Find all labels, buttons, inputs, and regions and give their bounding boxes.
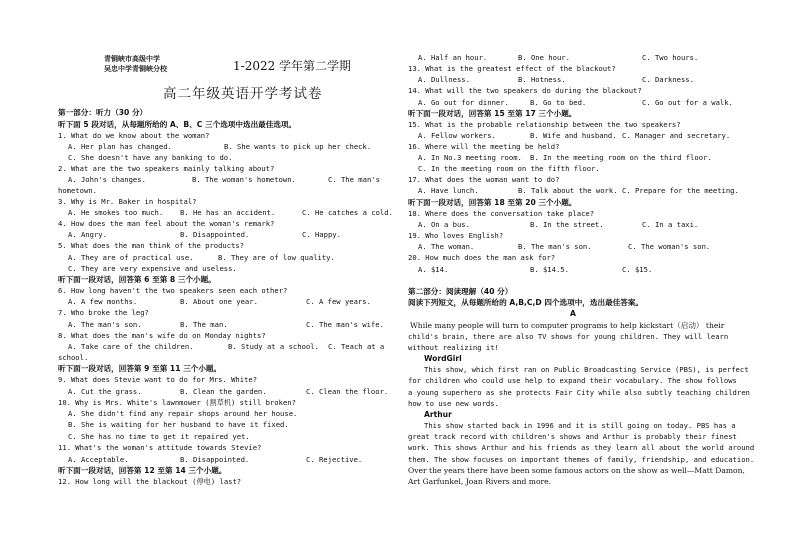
paragraph-line: Over the years there have been some famous actors on the show as well—Matt Damon, [408, 466, 745, 475]
option-c: C. Teach at a [328, 342, 385, 351]
option-c-continued: hometown. [58, 186, 97, 195]
option-b: B. They are of low quality. [218, 253, 335, 262]
option-c: C. Manager and secretary. [622, 131, 731, 140]
paragraph-line: a young superhero as she protects Fair City while also subtly teaching children [408, 388, 750, 397]
subheading-wordgirl: WordGirl [424, 354, 462, 363]
option-a: A. On a bus. [418, 220, 470, 229]
instruction: 听下面一段对话，回答第 12 至第 14 三个小题。 [58, 466, 227, 475]
exam-title: 高二年级英语开学考试卷 [163, 86, 323, 102]
paragraph-line: work. This shows Arthur and his friends as they learn all about the world around [408, 443, 755, 452]
passage-label: A [570, 309, 576, 318]
school-name-line2: 吴忠中学青铜峡分校 [104, 65, 167, 73]
option-b: B. Disappointed. [180, 455, 250, 464]
question-14: 14. What will the two speakers do during the blackout? [408, 86, 642, 95]
question-4: 4. How does the man feel about the woman's remark? [58, 219, 275, 228]
option-a: A. She didn't find any repair shops around her house. [68, 409, 298, 418]
option-c: C. Prepare for the meeting. [622, 186, 739, 195]
option-c: C. Clean the floor. [306, 387, 389, 396]
option-b: B. Clean the garden. [180, 387, 267, 396]
paragraph-line: without realizing it! [408, 343, 499, 352]
question-20: 20. How much does the man ask for? [408, 253, 556, 262]
paragraph-line: great track record with children's shows and Arthur is probably their finest [408, 432, 737, 441]
option-b: B. The man's son. [518, 242, 592, 251]
option-c: C. Happy. [302, 230, 341, 239]
option-c: C. The man's [328, 175, 380, 184]
exam-year-title: 1-2022 学年第二学期 [233, 59, 352, 73]
question-15: 15. What is the probable relationship between the two speakers? [408, 120, 681, 129]
option-a: A. The woman. [418, 242, 475, 251]
option-a: A. Acceptable. [68, 455, 129, 464]
paragraph-line: While many people will turn to computer programs to help kickstart（启动） their [410, 321, 725, 330]
option-b: B. She wants to pick up her check. [224, 142, 372, 151]
option-a: A. Dullness. [418, 75, 470, 84]
instruction: 听下面一段对话，回答第 9 至第 11 三个小题。 [58, 364, 222, 373]
option-a: A. Take care of the children. [68, 342, 194, 351]
paragraph-line: how to use new words. [408, 399, 499, 408]
option-c: C. The woman's son. [628, 242, 711, 251]
option-b: B. One hour. [518, 53, 570, 62]
option-c: C. $15. [622, 265, 653, 274]
option-b: B. Talk about the work. [518, 186, 618, 195]
option-c: C. Go out for a walk. [642, 98, 733, 107]
option-b: B. Wife and husband. [530, 131, 617, 140]
option-c: C. Two hours. [642, 53, 699, 62]
option-c: C. He catches a cold. [302, 208, 393, 217]
question-13: 13. What is the greatest effect of the blackout? [408, 64, 616, 73]
section-heading-reading: 第二部分：阅读理解（40 分） [408, 287, 513, 296]
option-c: C. Rejective. [306, 455, 363, 464]
question-2: 2. What are the two speakers mainly talking about? [58, 164, 275, 173]
question-6: 6. How long haven't the two speakers seen each other? [58, 286, 288, 295]
question-7: 7. Who broke the leg? [58, 308, 149, 317]
paragraph-line: This show, which first ran on Public Broadcasting Service (PBS), is perfect [424, 365, 749, 374]
option-a: A. The man's son. [68, 320, 142, 329]
paragraph-line: Art Garfunkel, Joan Rivers and more. [408, 477, 552, 486]
question-17: 17. What does the woman want to do? [408, 175, 560, 184]
option-c: C. They are very expensive and useless. [68, 264, 237, 273]
instruction: 阅读下列短文，从每题所给的 A,B,C,D 四个选项中，选出最佳答案。 [408, 298, 644, 307]
option-b: B. Go to bed. [530, 98, 587, 107]
option-c-continued: school. [58, 353, 89, 362]
option-a: A. Cut the grass. [68, 387, 142, 396]
option-a: A. Her plan has changed. [68, 142, 172, 151]
option-c: C. In a taxi. [642, 220, 699, 229]
question-16: 16. Where will the meeting be held? [408, 142, 560, 151]
question-19: 19. Who loves English? [408, 231, 504, 240]
subheading-arthur: Arthur [424, 410, 452, 419]
option-a: A. Half an hour. [418, 53, 488, 62]
option-b: B. Disappointed. [180, 230, 250, 239]
option-b: B. The woman's hometown. [192, 175, 296, 184]
question-11: 11. What's the woman's attitude towards Stevie? [58, 443, 262, 452]
instruction: 听下面 5 段对话，从每题所给的 A、B、C 三个选项中选出最佳选项。 [58, 120, 297, 129]
question-10: 10. Why is Mrs. White's lawnmower (割草机) still broken? [58, 398, 296, 407]
paragraph-line: them. The show focuses on important themes of family, friendship, and education. [408, 455, 755, 464]
question-9: 9. What does Stevie want to do for Mrs. White? [58, 375, 258, 384]
paragraph-line: child's brain, there are also TV shows for young children. They will learn [408, 332, 729, 341]
option-a: A. Have lunch. [418, 186, 479, 195]
instruction: 听下面一段对话，回答第 18 至第 20 三个小题。 [408, 198, 577, 207]
paragraph-line: for children who could use help to expand their vocabulary. The show follows [408, 376, 737, 385]
school-name-line1: 青铜峡市高级中学 [104, 55, 160, 63]
option-c: C. Darkness. [642, 75, 694, 84]
instruction: 听下面一段对话，回答第 15 至第 17 三个小题。 [408, 109, 577, 118]
option-a: A. In No.3 meeting room. [418, 153, 522, 162]
option-a: A. A few months. [68, 297, 138, 306]
option-b: B. Study at a school. [228, 342, 319, 351]
option-a: A. Fellow workers. [418, 131, 496, 140]
question-18: 18. Where does the conversation take place? [408, 209, 595, 218]
option-b: B. In the meeting room on the third floor. [530, 153, 712, 162]
option-a: A. He smokes too much. [68, 208, 164, 217]
option-b: B. He has an accident. [180, 208, 276, 217]
school-name [104, 54, 167, 74]
option-c: C. A few years. [306, 297, 371, 306]
section-heading-listening: 第一部分：听力（30 分） [58, 108, 148, 117]
instruction: 听下面一段对话，回答第 6 至第 8 三个小题。 [58, 275, 216, 284]
question-1: 1. What do we know about the woman? [58, 131, 210, 140]
option-b: B. $14.5. [530, 265, 569, 274]
option-a: A. Angry. [68, 230, 107, 239]
option-b: B. Hotness. [518, 75, 566, 84]
option-a: A. Go out for dinner. [418, 98, 509, 107]
option-b: B. She is waiting for her husband to have it fixed. [68, 420, 289, 429]
option-b: B. About one year. [180, 297, 258, 306]
option-c: C. In the meeting room on the fifth floor. [418, 164, 600, 173]
option-a: A. $14. [418, 265, 449, 274]
option-c: C. The man's wife. [306, 320, 384, 329]
option-a: A. John's changes. [68, 175, 146, 184]
option-b: B. In the street. [530, 220, 604, 229]
option-c: C. She doesn't have any banking to do. [68, 153, 233, 162]
question-3: 3. Why is Mr. Baker in hospital? [58, 197, 197, 206]
option-b: B. The man. [180, 320, 228, 329]
paragraph-line: This show started back in 1996 and it is still going on today. PBS has a [424, 421, 736, 430]
option-a: A. They are of practical use. [68, 253, 194, 262]
question-5: 5. What does the man think of the products? [58, 241, 245, 250]
option-c: C. She has no time to get it repaired yet. [68, 432, 250, 441]
question-12: 12. How long will the blackout (停电) last? [58, 477, 242, 486]
question-8: 8. What does the man's wife do on Monday nights? [58, 331, 266, 340]
